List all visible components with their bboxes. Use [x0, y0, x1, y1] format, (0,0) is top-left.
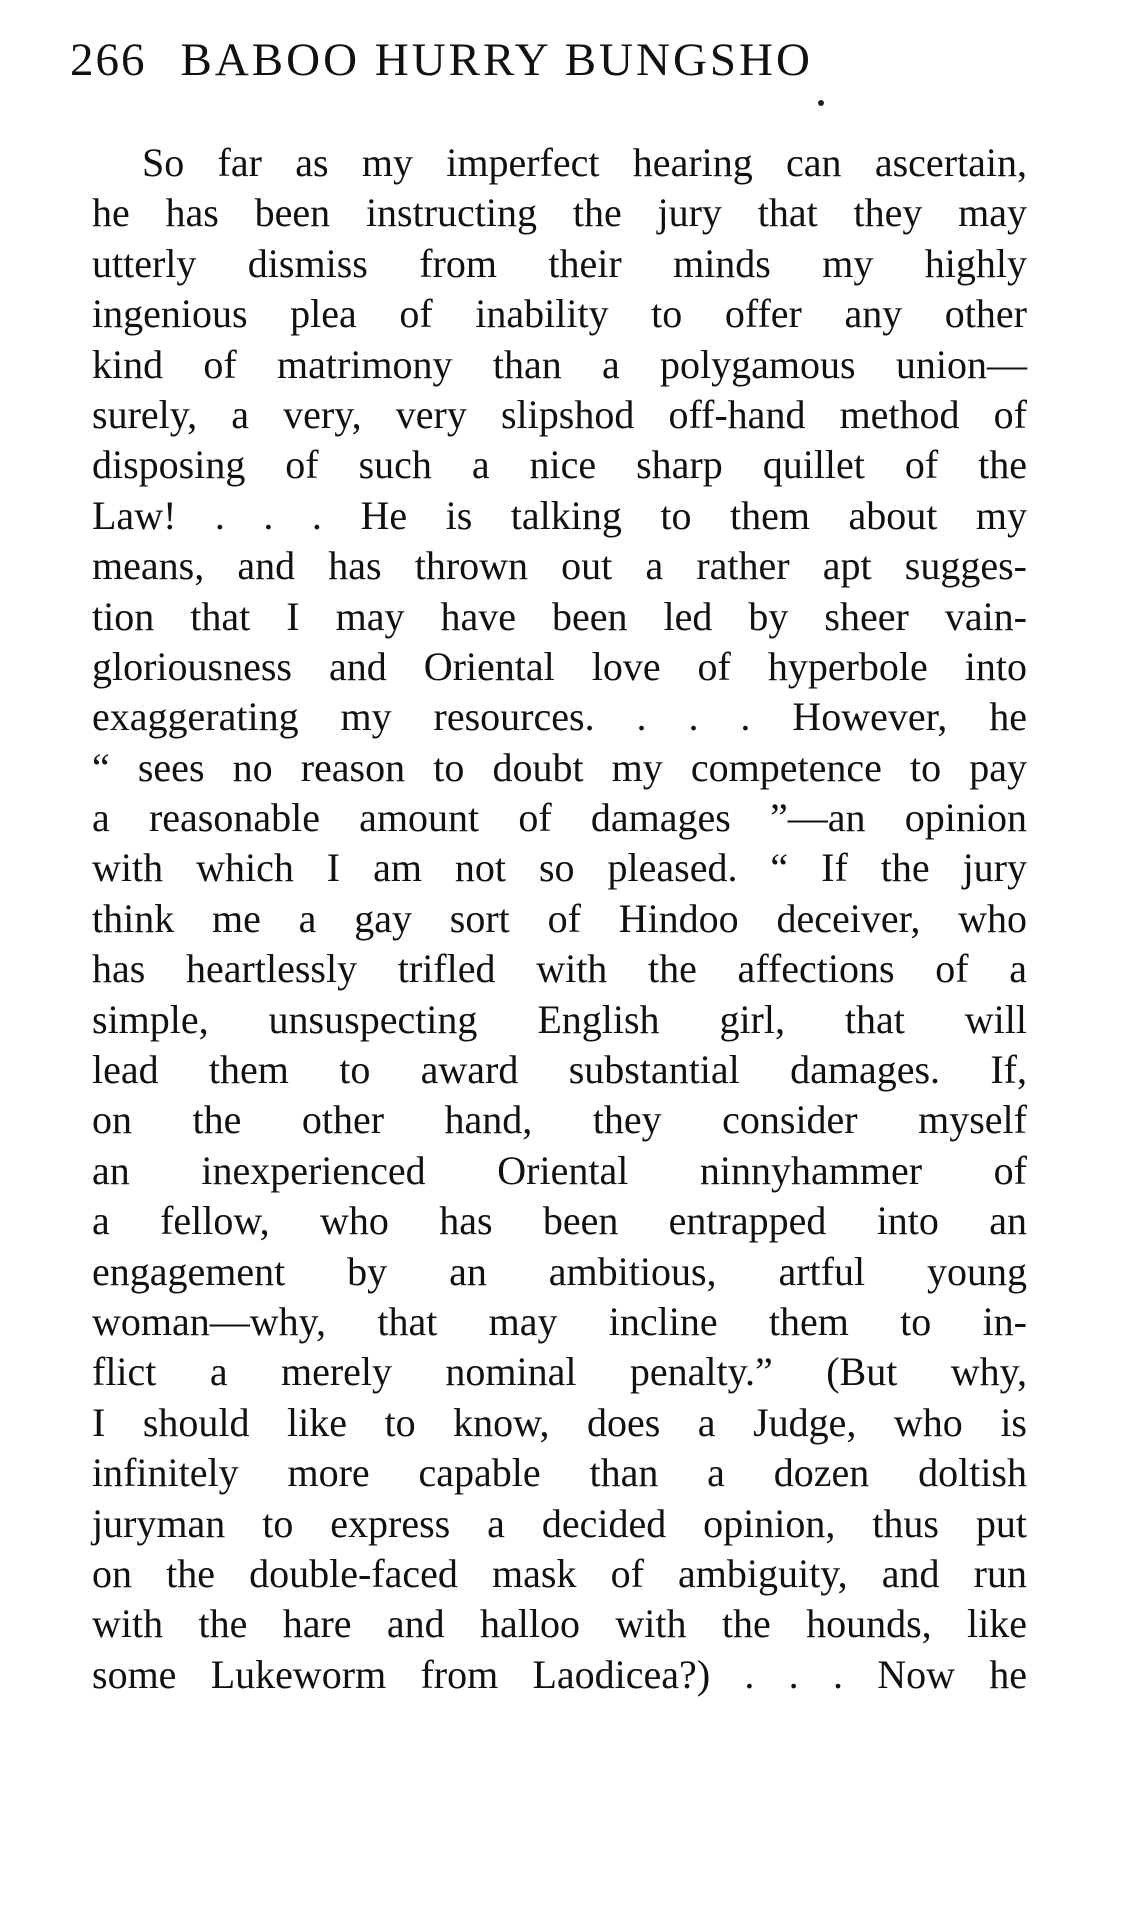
- text-line: with which I am not so pleased. “ If the jury: [92, 845, 1027, 891]
- text-line: on the other hand, they consider myself: [92, 1097, 1027, 1143]
- text-line: a fellow, who has been entrapped into an: [92, 1198, 1027, 1244]
- text-line: an inexperienced Oriental ninnyhammer of: [92, 1147, 1027, 1193]
- page-number: 266: [70, 34, 147, 86]
- text-line: surely, a very, very slipshod off-hand method of: [92, 391, 1027, 437]
- text-line: he has been instructing the jury that they may: [92, 190, 1027, 236]
- text-line: a reasonable amount of damages ”—an opinion: [92, 795, 1027, 841]
- text-line: exaggerating my resources. . . . However, he: [92, 694, 1027, 740]
- text-line: has heartlessly trifled with the affections of a: [92, 946, 1027, 992]
- text-line: disposing of such a nice sharp quillet of the: [92, 442, 1027, 488]
- text-line: lead them to award substantial damages. If,: [92, 1047, 1027, 1093]
- text-line: means, and has thrown out a rather apt sugges-: [92, 543, 1027, 589]
- text-line: on the double-faced mask of ambiguity, and run: [92, 1550, 1027, 1596]
- text-line: think me a gay sort of Hindoo deceiver, who: [92, 895, 1027, 941]
- body-text: [92, 138, 1027, 1700]
- text-line: ingenious plea of inability to offer any other: [92, 291, 1027, 337]
- text-line: Law! . . . He is talking to them about my: [92, 492, 1027, 538]
- text-line: infinitely more capable than a dozen doltish: [92, 1450, 1027, 1496]
- running-head: [70, 30, 970, 90]
- printing-speck: [818, 100, 824, 106]
- text-line: I should like to know, does a Judge, who is: [92, 1399, 1027, 1445]
- running-title: BABOO HURRY BUNGSHO: [180, 34, 813, 86]
- text-line: tion that I may have been led by sheer vain-: [92, 593, 1027, 639]
- text-line: So far as my imperfect hearing can ascertain,: [142, 140, 1027, 185]
- text-line: simple, unsuspecting English girl, that will: [92, 996, 1027, 1042]
- text-line: woman—why, that may incline them to in-: [92, 1298, 1027, 1344]
- text-line: kind of matrimony than a polygamous union—: [92, 341, 1027, 387]
- text-line: utterly dismiss from their minds my highly: [92, 240, 1027, 286]
- text-line: gloriousness and Oriental love of hyperbole into: [92, 643, 1027, 689]
- text-line: “ sees no reason to doubt my competence to pay: [92, 744, 1027, 790]
- text-line: some Lukeworm from Laodicea?) . . . Now he: [92, 1651, 1027, 1697]
- text-line: engagement by an ambitious, artful young: [92, 1248, 1027, 1294]
- text-line: juryman to express a decided opinion, thus put: [92, 1500, 1027, 1546]
- text-line: flict a merely nominal penalty.” (But why,: [92, 1349, 1027, 1395]
- text-line: with the hare and halloo with the hounds, like: [92, 1601, 1027, 1647]
